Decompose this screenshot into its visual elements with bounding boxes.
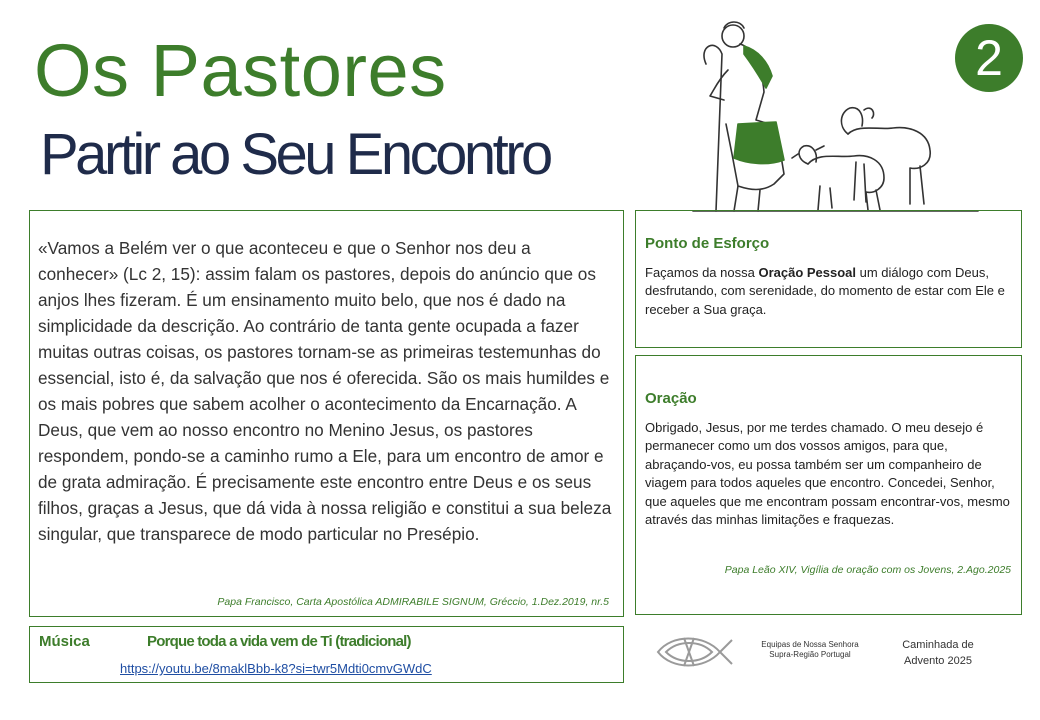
organization-line-1: Equipas de Nossa Senhora xyxy=(761,640,859,649)
prayer-source-citation: Papa Leão XIV, Vigília de oração com os Jovens, 2.Ago.2025 xyxy=(724,564,1011,576)
effort-text-before: Façamos da nossa xyxy=(645,265,759,280)
organization-name xyxy=(740,640,880,660)
prayer-text: Obrigado, Jesus, por me terdes chamado. O meu desejo é permanecer como um dos vossos amigos, para que, abraçando-vos, eu possa também ser um companheiro de viagem para todos aqueles que encontro. Concedei, Senhor, que aqueles que me encontram possam encontrar-vos, mesmo através das minhas limitações e fraquezas. xyxy=(645,420,1010,528)
organization-line-2: Supra-Região Portugal xyxy=(769,650,851,659)
advent-label xyxy=(888,637,988,669)
page-title: Os Pastores xyxy=(34,29,447,112)
advent-line-1: Caminhada de xyxy=(902,639,974,651)
effort-text xyxy=(645,264,1011,319)
lesson-number-badge: 2 xyxy=(955,24,1023,92)
main-text: «Vamos a Belém ver o que aconteceu e que o Senhor nos deu a conhecer» (Lc 2, 15): assim falam os pastores, depois do anúncio que os anjos lhes fizeram. É um ensinamento muito belo, que nos é dado na simplicidade da descrição. Ao contrário de tanta gente ocupada a fazer muitas outras coisas, os pastores tornam-se as primeiras testemunhas do essencial, isto é, da salvação que nos é oferecida. São os mais humildes e os mais pobres que sabem acolher o acontecimento da Encarnação. A Deus, que vem ao nosso encontro no Menino Jesus, os pastores respondem, pondo-se a caminho rumo a Ele, para um encontro de amor e de grata admiração. É precisamente este encontro entre Deus e os seus filhos, graças a Jesus, que dá vida à nossa religião e constitui a sua beleza singular, que transparece de modo particular no Presépio. xyxy=(38,238,612,544)
shepherd-with-sheep-illustration xyxy=(688,14,983,221)
music-link[interactable]: https://youtu.be/8maklBbb-k8?si=twr5Mdti0cmvGWdC xyxy=(120,661,432,676)
effort-text-bold: Oração Pessoal xyxy=(758,265,857,280)
prayer-box xyxy=(635,355,1022,615)
fish-logo-icon xyxy=(654,632,734,677)
page-subtitle: Partir ao Seu Encontro xyxy=(40,122,550,187)
effort-text-after: um diálogo com Deus, desfrutando, com serenidade, do momento de estar com Ele e receber a Sua graça. xyxy=(645,265,1005,317)
music-label: Música xyxy=(39,633,90,650)
main-text-box xyxy=(29,210,624,617)
advent-line-2: Advento 2025 xyxy=(904,655,972,667)
music-title: Porque toda a vida vem de Ti (tradicional) xyxy=(147,633,411,650)
main-source-citation: Papa Francisco, Carta Apostólica ADMIRABILE SIGNUM, Gréccio, 1.Dez.2019, nr.5 xyxy=(217,596,609,608)
prayer-title: Oração xyxy=(645,390,697,407)
effort-title: Ponto de Esforço xyxy=(645,235,770,252)
music-box xyxy=(29,626,624,683)
effort-box xyxy=(635,210,1022,348)
